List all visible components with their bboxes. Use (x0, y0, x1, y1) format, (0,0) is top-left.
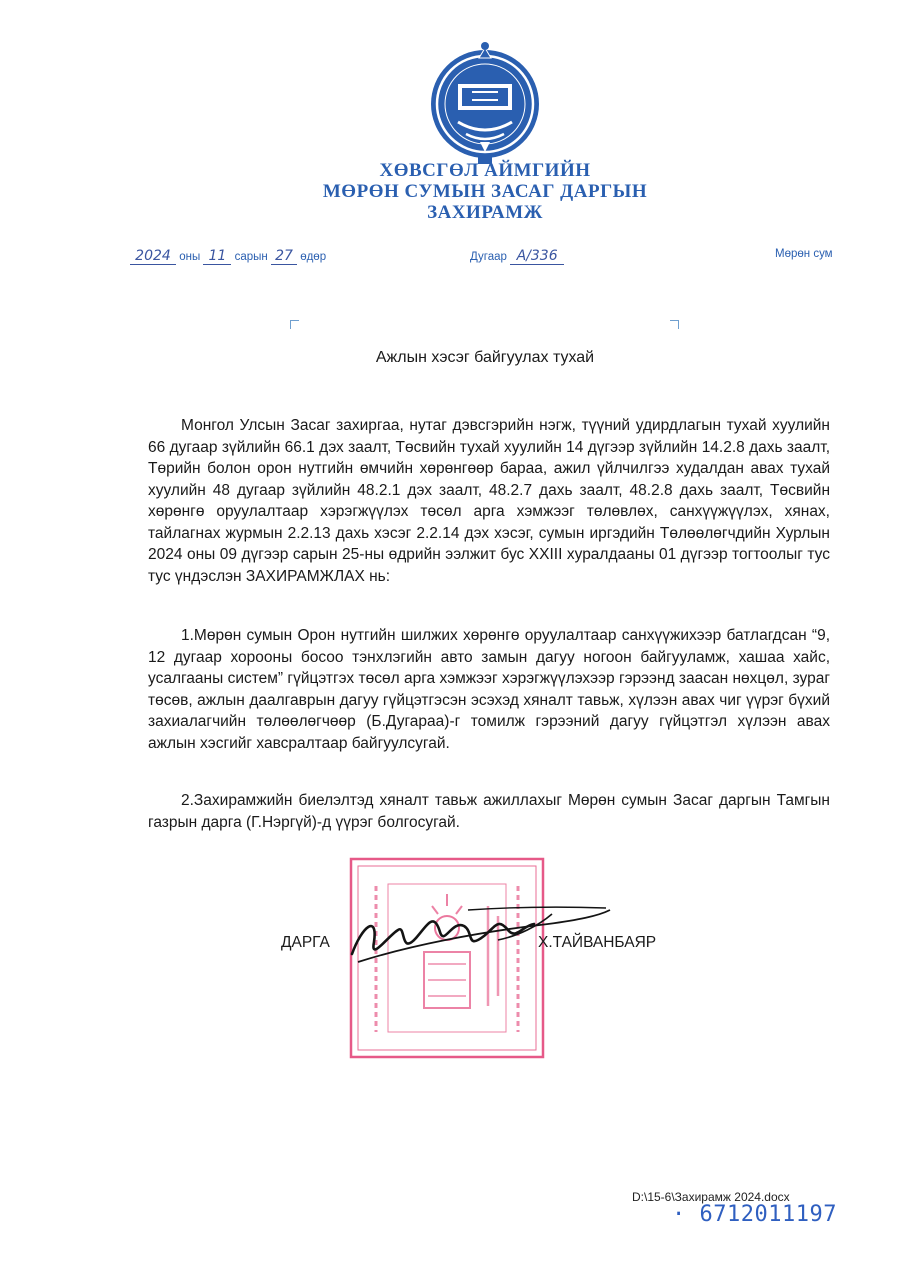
date-line (130, 248, 326, 265)
date-month: 11 (203, 248, 231, 265)
registry-code (672, 1202, 837, 1227)
date-day-label: өдөр (300, 251, 327, 263)
number-label: Дугаар (470, 251, 507, 263)
registry-code-value: 6712011197 (699, 1202, 837, 1227)
date-year-label: оны (179, 251, 201, 263)
number-line (470, 248, 564, 265)
header-doc-type: ЗАХИРАМЖ (427, 202, 543, 223)
paragraph-item-1: 1.Мөрөн сумын Орон нутгийн шилжих хөрөнгө оруулалтаар санхүүжихээр батлагдсан “9, 12 дугаар хорооны босоо тэнхлэгийн авто замын дагуу ногоон байгууламж, хашаа хайс, усалгааны систем” гүйцэтгэх төсөл арга хэмжээг хэрэгжүүлэхээр гэрээнд заасан нөхцөл, зураг төсөв, ажлын даалгаврын дагуу гүйцэтгэсэн эсэхэд хяналт тавьж, хүлээн авах чиг үүрэг бүхий захиалагчийн төлөөлөгчөөр (Б.Дугараа)-г томилж гэрээний дагуу гүйцэтгэл хүлээн авах ажлын хэсгийг хавсралтаар байгуулсугай. (148, 627, 830, 752)
corner-mark-left (290, 320, 299, 329)
state-emblem-icon (428, 38, 542, 170)
date-day: 27 (271, 248, 297, 265)
handwritten-signature (348, 896, 614, 972)
paragraph-item-2: 2.Захирамжийн биелэлтэд хяналт тавьж ажиллахыг Мөрөн сумын Засаг даргын Тамгын газрын дарга (Г.Нэргүй)-д үүрэг болгосугай. (148, 792, 830, 831)
paragraph-preamble: Монгол Улсын Засаг захиргаа, нутаг дэвсгэрийн нэгж, түүний удирдлагын тухай хуулийн 66 дугаар зүйлийн 66.1 дэх заалт, Төсвийн тухай хуулийн 14 дүгээр зүйлийн 14.2.8 дахь заалт, Төрийн болон орон нутгийн өмчийн хөрөнгөөр бараа, ажил үйлчилгээ худалдан авах тухай хуулийн 48 дугаар зүйлийн 48.2.1 дэх заалт, 48.2.7 дахь заалт, 48.2.8 дахь заалт, Төсвийн хөрөнгө оруулалтаар хэрэгжүүлэх төсөл арга хэмжээг төлөвлөх, санхүүжүүлэх, хянах, тайлагнах журмын 2.2.13 дахь хэсэг 2.2.14 дэх хэсэг, сумын иргэдийн Төлөөлөгчдийн Хурлын 2024 оны 09 дүгээр сарын 25-ны өдрийн ээлжит бус XXIII хуралдааны 01 дүгээр тогтоолыг тус тус үндэслэн ЗАХИРАМЖЛАХ нь: (148, 417, 830, 585)
header-office: МӨРӨН СУМЫН ЗАСАГ ДАРГЫН (322, 181, 648, 202)
signer-position: ДАРГА (281, 934, 330, 951)
date-year: 2024 (130, 248, 176, 265)
header-aimag: ХӨВСГӨЛ АЙМГИЙН (379, 160, 591, 181)
registry-code-dot-icon: · (672, 1202, 686, 1227)
document-number: А/336 (510, 248, 564, 265)
corner-mark-right (670, 320, 679, 329)
place-label: Мөрөн сум (775, 248, 833, 260)
file-path: D:\15-6\Захирамж 2024.docx (632, 1190, 790, 1204)
date-month-label: сарын (234, 251, 268, 263)
signer-name: Х.ТАЙВАНБАЯР (538, 934, 657, 951)
document-title: Ажлын хэсэг байгуулах тухай (375, 349, 595, 366)
